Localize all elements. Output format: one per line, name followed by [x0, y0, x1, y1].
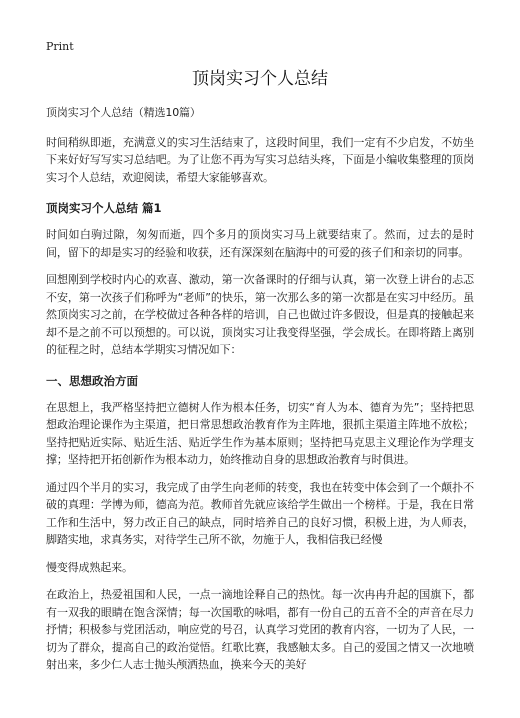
paragraph-3: 在思想上，我严格坚持把立德树人作为根本任务，切实“育人为本、德育为先”；坚持把思想政治理论课作为主渠道，把日常思想政治教育作为主阵地，狠抓主渠道主阵地不放松；坚持把贴近实际、贴近生活、贴近学生作为基本原则；坚持把马克思主义理论作为学理支撑；坚持把开拓创新作为根本动力，始终推动自身的思想政治教育与时俱进。 [46, 400, 474, 466]
heading-politics: 一、思想政治方面 [46, 373, 138, 388]
paragraph-4: 通过四个半月的实习，我完成了由学生向老师的转变，我也在转变中体会到了一个颠扑不破的真理：学博为师，德高为范。教师首先就应该给学生做出一个榜样。于是，我在日常工作和生活中，努力改正自己的缺点，同时培养自己的良好习惯，积极上进，为人师表，脚踏实地，求真务实，对待学生己所不欲，勿施于人，我相信我已经慢 [46, 480, 474, 546]
print-label[interactable]: Print [46, 40, 74, 53]
document-title: 顶岗实习个人总结 [192, 69, 328, 89]
document-subtitle: 顶岗实习个人总结（精选10篇） [46, 106, 201, 119]
intro-paragraph: 时间稍纵即逝，充满意义的实习生活结束了，这段时间里，我们一定有不少启发，不妨坐下来好好写写实习总结吧。为了让您不再为写实习总结头疼，下面是小编收集整理的顶岗实习个人总结，欢迎阅读，希望大家能够喜欢。 [46, 135, 474, 184]
section-title: 顶岗实习个人总结 篇1 [46, 201, 162, 215]
paragraph-2: 回想刚到学校时内心的欢喜、激动，第一次备课时的仔细与认真，第一次登上讲台的忐忑不安，第一次孩子们称呼为“老师”的快乐，第一次那么多的第一次都是在实习中经历。虽然顶岗实习之前，在学校做过各种各样的培训，自己也做过许多假设，但是真的接触起来却不是之前不可以预想的。可以说，顶岗实习让我变得坚强，学会成长。在即将踏上离别的征程之时，总结本学期实习情况如下： [46, 273, 474, 356]
paragraph-1: 时间如白驹过隙，匆匆而逝，四个多月的顶岗实习马上就要结束了。然而，过去的是时间，留下的却是实习的经验和收获，还有深深刻在脑海中的可爱的孩子们和亲切的同事。 [46, 228, 474, 259]
paragraph-6: 在政治上，热爱祖国和人民，一点一滴地诠释自己的热忱。每一次冉冉升起的国旗下，都有一双我的眼睛在饱含深情；每一次国歌的咏唱，都有一份自己的五音不全的声音在尽力抒情；积极参与党团活动，响应党的号召，认真学习党团的教育内容，一切为了人民，一切为了群众，提高自己的政治觉悟。红歌比赛，我感触太多。自己的爱国之情又一次地喷射出来，多少仁人志士抛头颅洒热血，换来今天的美好 [46, 588, 474, 671]
paragraph-5: 慢变得成熟起来。 [46, 560, 133, 574]
